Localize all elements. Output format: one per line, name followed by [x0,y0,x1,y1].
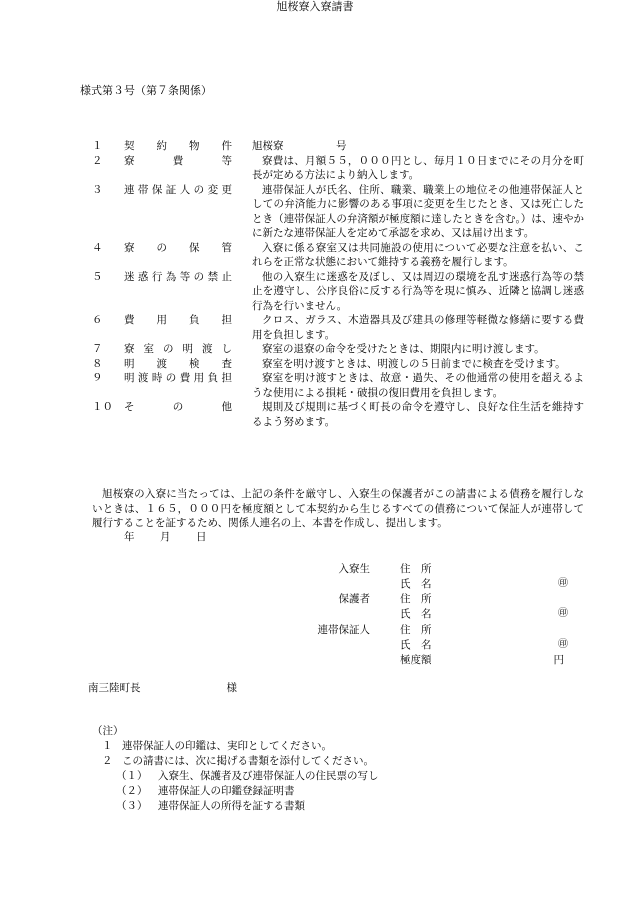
clause-item [92,183,584,241]
clause-item [92,342,584,357]
clause-label: 明渡時の費用負担 [124,372,232,384]
document-title: 旭桜寮入寮請書 [276,0,354,13]
clause-item [92,313,584,342]
clause-body: 寮室を明け渡すときは、故意・過失、その他通常の使用を超えるような使用による損耗・破損の復旧費用を負担します。 [252,372,584,399]
clause-body: 寮費は、月額５５，０００円とし、毎月１０日までにその月分を町長が定める方法により納入します。 [252,154,584,181]
subnote-number: （２） [116,785,148,797]
clause-body: 寮室の退寮の命令を受けたときは、期限内に明け渡します。 [262,343,545,355]
note-number: １ [102,740,113,752]
date-day: 日 [196,531,207,543]
clause-number: ３ [92,183,103,196]
address-label: 住 所 [400,593,432,605]
clause-number: ９ [92,372,103,384]
subnote-item [116,799,305,814]
clause-label: 迷惑行為等の禁止 [124,270,232,283]
clause-list [92,139,584,429]
seal-mark: ㊞ [558,578,568,589]
clause-number: ６ [92,314,103,326]
seal-mark: ㊞ [558,608,568,619]
name-label: 氏 名 [400,608,432,620]
guardian-name-row [320,607,590,622]
date-year: 年 [124,531,135,543]
note-item [102,754,374,769]
guardian-address-row [320,592,590,607]
name-label: 氏 名 [400,578,432,590]
clause-label: その他 [124,401,232,413]
subnote-text: 連帯保証人の所得を証する書類 [158,800,305,812]
name-label: 氏 名 [400,639,432,651]
clause-label: 明渡検査 [124,357,232,370]
clause-label: 寮費等 [124,154,232,167]
date-line [124,530,232,545]
clause-label: 契約物件 [124,140,232,152]
clause-number: ４ [92,241,103,254]
clause-body: 他の入寮生に迷惑を及ぼし、又は周辺の環境を乱す迷惑行為等の禁止を遵守し、公序良俗に反する行為等を現に慎み、近隣と協調し迷惑行為を行いません。 [252,270,584,312]
clause-number: １ [92,140,103,152]
subnote-number: （１） [116,770,148,782]
student-role-label: 入寮生 [338,563,370,575]
subnote-item [116,769,379,784]
date-month: 月 [160,531,171,543]
addressee [88,681,237,696]
limit-label: 極度額 [400,654,432,666]
clause-number: ８ [92,357,103,370]
clause-body: 旭桜寮 号 [252,140,347,152]
subnote-number: （３） [116,800,148,812]
seal-mark: ㊞ [558,639,568,650]
addressee-honorific: 様 [226,682,237,694]
yen-unit: 円 [553,654,564,666]
form-number: 様式第３号（第７条関係） [80,84,212,97]
student-address-row [320,562,590,577]
clause-label: 費用負担 [124,314,232,326]
guarantor-address-row [317,623,590,638]
clause-number: １０ [92,401,113,413]
guarantor-name-row [320,638,590,653]
clause-number: ２ [92,154,103,167]
note-text: この請書には、次に掲げる書類を添付してください。 [122,755,374,767]
clause-label: 連帯保証人の変更 [124,183,232,196]
clause-body: 寮室を明け渡すときは、明渡しの５日前までに検査を受けます。 [262,357,566,370]
clause-label: 寮の保管 [124,241,232,254]
guardian-role-label: 保護者 [338,593,370,605]
student-name-row [320,577,590,592]
closing-statement: 旭桜寮の入寮に当たっては、上記の条件を厳守し、入寮生の保護者がこの請書による債務を履行しないときは、１６５，０００円を極度額として本契約から生じるすべての債務について保証人が連帯して履行することを証するため、関係人連名の上、本書を作成し、提出します。 [92,488,584,529]
clause-label: 寮室の明渡し [124,343,232,355]
clause-item [92,371,584,400]
note-number: ２ [102,755,113,767]
clause-item [92,270,584,314]
subnote-item [116,784,295,799]
guarantor-limit-row [320,653,590,668]
clause-item [92,357,584,372]
clause-item [92,154,584,183]
clause-item [92,241,584,270]
clause-body: 入寮に係る寮室又は共同施設の使用について必要な注意を払い、これらを正常な状態において維持する義務を履行します。 [252,241,584,268]
guarantor-role-label: 連帯保証人 [317,624,370,636]
notes-heading: （注） [92,725,124,737]
note-text: 連帯保証人の印鑑は、実印としてください。 [122,740,332,752]
clause-body: 規則及び規則に基づく町長の命令を遵守し、良好な住生活を維持するよう努めます。 [252,401,584,428]
subnote-text: 入寮生、保護者及び連帯保証人の住民票の写し [158,770,379,782]
clause-number: ５ [92,270,103,283]
address-label: 住 所 [400,624,432,636]
clause-number: ７ [92,343,103,355]
clause-body: 連帯保証人が氏名、住所、職業、職業上の地位その他連帯保証人としての弁済能力に影響のある事項に変更を生じたとき、又は死亡したとき（連帯保証人の弁済額が極度額に達したときを含む。）は、速やかに新たな連帯保証人を定めて承認を求め、又は届け出ます。 [252,183,584,239]
subnote-text: 連帯保証人の印鑑登録証明書 [158,785,295,797]
clause-item [92,400,584,429]
addressee-name: 南三陸町長 [88,682,141,694]
address-label: 住 所 [400,563,432,575]
note-item [102,739,332,754]
clause-item [92,139,584,154]
clause-body: クロス、ガラス、木造器具及び建具の修理等軽微な修繕に要する費用を負担します。 [252,314,584,341]
